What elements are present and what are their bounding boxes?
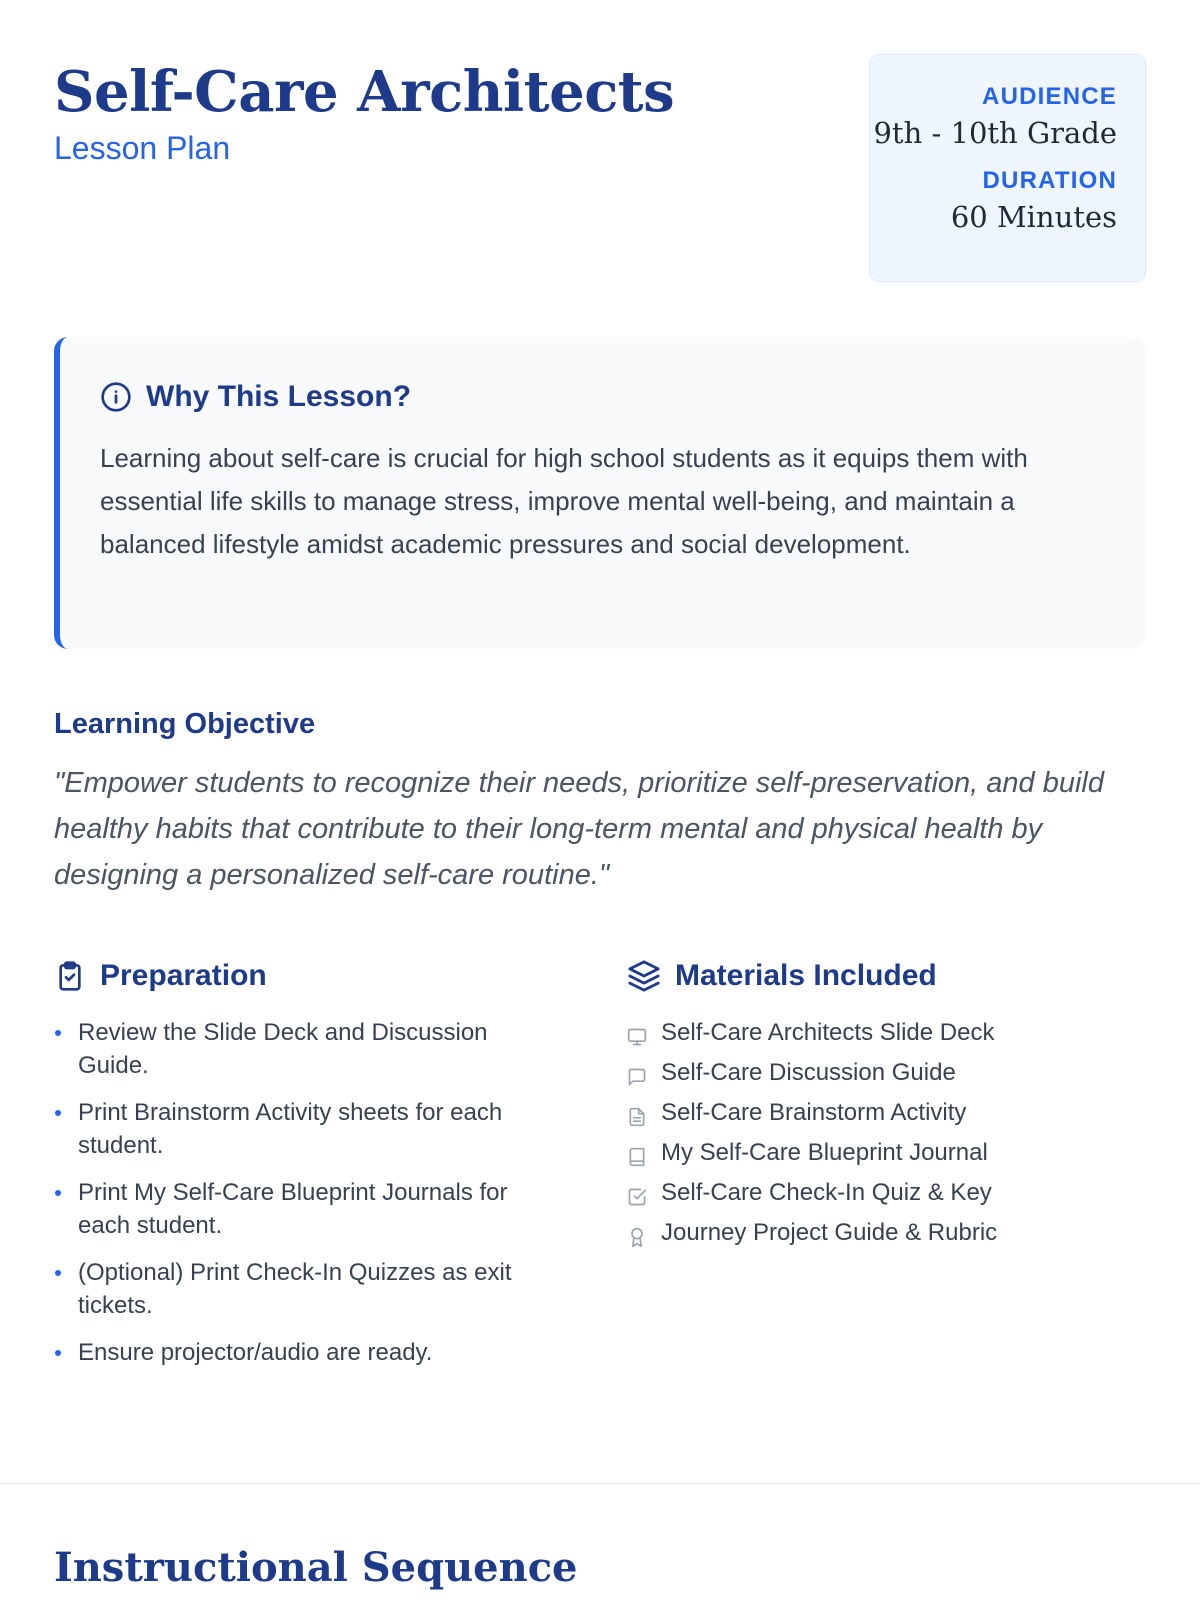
section-divider — [0, 1483, 1200, 1484]
page-title: Self-Care Architects — [54, 59, 675, 125]
materials-list — [627, 1016, 1147, 1249]
material-item-text: Journey Project Guide & Rubric — [661, 1219, 998, 1246]
list-item — [54, 1176, 554, 1242]
material-item-text: Self-Care Discussion Guide — [661, 1059, 956, 1086]
materials-title: Materials Included — [675, 959, 937, 992]
objective-title: Learning Objective — [54, 708, 316, 740]
preparation-item-text: Print Brainstorm Activity sheets for each student. — [78, 1099, 503, 1159]
preparation-item-text: (Optional) Print Check-In Quizzes as exit tickets. — [78, 1259, 512, 1319]
bullet — [55, 1110, 61, 1116]
preparation-header — [54, 958, 554, 994]
material-item-text: My Self-Care Blueprint Journal — [661, 1139, 988, 1166]
list-item — [627, 1096, 1147, 1129]
list-item — [54, 1336, 554, 1369]
award-icon — [627, 1223, 647, 1243]
materials-section — [627, 958, 1147, 1256]
objective-text: "Empower students to recognize their needs, prioritize self-preservation, and build healthy habits that contribute to their long-term mental and physical health by designing a personalized self-care routine." — [54, 767, 1105, 891]
file-text-icon — [627, 1103, 647, 1123]
why-text: Learning about self-care is crucial for high school students as it equips them with essential life skills to manage stress, improve mental well-being, and maintain a balanced lifestyle amidst academic pressures and social development. — [100, 443, 1028, 559]
meta-card — [869, 54, 1146, 282]
duration-value: 60 Minutes — [950, 200, 1117, 234]
page-subtitle: Lesson Plan — [54, 130, 231, 166]
book-icon — [627, 1143, 647, 1163]
audience-value: 9th - 10th Grade — [873, 116, 1117, 150]
monitor-icon — [627, 1023, 647, 1043]
bullet — [55, 1190, 61, 1196]
bullet — [55, 1030, 61, 1036]
duration-label: DURATION — [982, 167, 1117, 194]
audience-label: AUDIENCE — [982, 83, 1117, 110]
list-item — [54, 1256, 554, 1322]
bullet — [55, 1270, 61, 1276]
material-item-text: Self-Care Check-In Quiz & Key — [661, 1179, 992, 1206]
preparation-section — [54, 958, 554, 1383]
info-icon — [100, 381, 132, 413]
preparation-item-text: Ensure projector/audio are ready. — [78, 1339, 433, 1366]
material-item-text: Self-Care Brainstorm Activity — [661, 1099, 967, 1126]
instructional-sequence-title: Instructional Sequence — [54, 1544, 578, 1591]
why-title: Why This Lesson? — [146, 380, 412, 413]
list-item — [627, 1016, 1147, 1049]
list-item — [627, 1176, 1147, 1209]
material-item-text: Self-Care Architects Slide Deck — [661, 1019, 995, 1046]
message-square-icon — [627, 1063, 647, 1083]
bullet — [55, 1350, 61, 1356]
header — [54, 58, 674, 168]
why-this-lesson-panel — [54, 337, 1146, 649]
list-item — [627, 1056, 1147, 1089]
preparation-list — [54, 1016, 554, 1369]
materials-header — [627, 958, 1147, 994]
check-square-icon — [627, 1183, 647, 1203]
preparation-title: Preparation — [100, 959, 267, 992]
list-item — [54, 1016, 554, 1082]
preparation-item-text: Review the Slide Deck and Discussion Guide. — [78, 1019, 488, 1079]
clipboard-check-icon — [54, 960, 86, 992]
list-item — [54, 1096, 554, 1162]
list-item — [627, 1216, 1147, 1249]
why-header — [100, 379, 1086, 415]
preparation-item-text: Print My Self-Care Blueprint Journals for each student. — [78, 1179, 508, 1239]
list-item — [627, 1136, 1147, 1169]
layers-icon — [627, 959, 661, 993]
learning-objective — [54, 706, 1154, 898]
